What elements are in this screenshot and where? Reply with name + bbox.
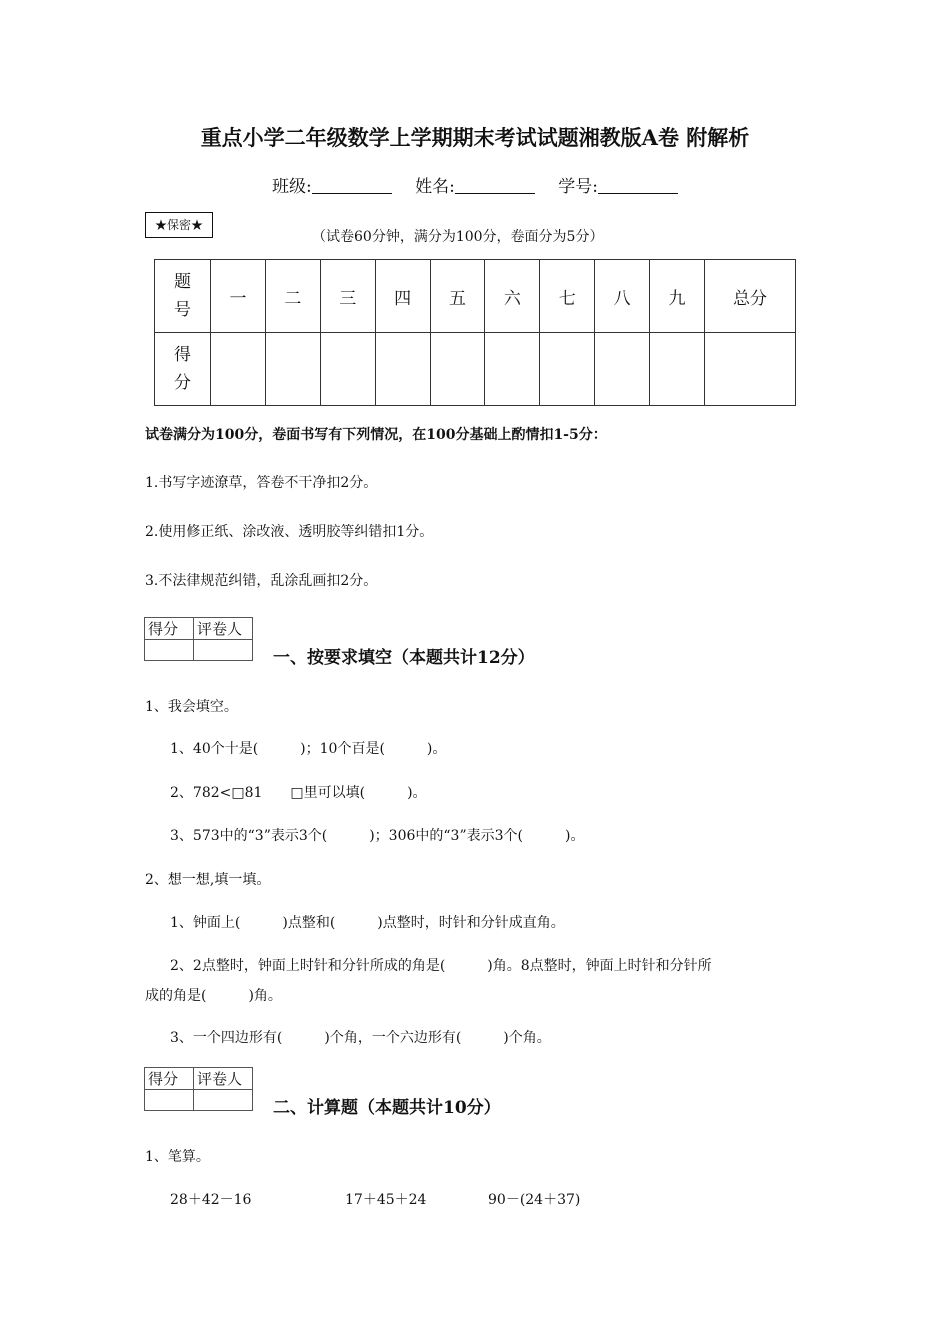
grader-name-cell [194,1090,253,1111]
score-cell [540,333,595,406]
score-table-row-header-1: 题 号 [155,260,211,333]
score-cell [595,333,650,406]
score-col-6: 六 [485,260,540,333]
score-col-total: 总分 [705,260,796,333]
score-col-5: 五 [430,260,485,333]
score-cell [705,333,796,406]
name-blank [455,177,535,194]
score-col-2: 二 [265,260,320,333]
number-blank [598,177,678,194]
question-item: 3、573中的“3”表示3个( )；306中的“3”表示3个( )。 [170,828,585,844]
name-label: 姓名: [415,177,455,197]
score-col-8: 八 [595,260,650,333]
rule-item: 2.使用修正纸、涂改液、透明胶等纠错扣1分。 [145,524,434,540]
question-item: 2、782<□81 □里可以填( )。 [170,785,427,801]
question-2: 2、想一想,填一填。 [145,872,271,888]
grader-score-cell [145,640,194,661]
question-item: 1、40个十是( )；10个百是( )。 [170,741,447,757]
grader-name-label: 评卷人 [194,618,253,640]
page-title: 重点小学二年级数学上学期期末考试试题湘教版A卷 附解析 [200,125,750,150]
rule-item: 1.书写字迹潦草，答卷不干净扣2分。 [145,475,378,491]
question-item: 2、2点整时，钟面上时针和分针所成的角是( )角。8点整时，钟面上时针和分针所 [170,958,712,974]
grader-name-cell [194,640,253,661]
grader-box-1 [144,617,253,661]
grader-score-label: 得分 [145,618,194,640]
rules-heading: 试卷满分为100分，卷面书写有下列情况，在100分基础上酌情扣1-5分： [145,427,607,443]
question-1: 1、我会填空。 [145,699,238,715]
score-col-9: 九 [650,260,705,333]
grader-box-2 [144,1067,253,1111]
calc-expression: 90－(24＋37) [488,1192,581,1208]
score-col-4: 四 [375,260,430,333]
score-cell [485,333,540,406]
question-item: 1、钟面上( )点整和( )点整时，时针和分针成直角。 [170,915,565,931]
score-col-7: 七 [540,260,595,333]
question-1: 1、笔算。 [145,1149,210,1165]
grader-score-label: 得分 [145,1068,194,1090]
score-cell [211,333,266,406]
exam-note: （试卷60分钟，满分为100分，卷面分为5分） [312,229,604,245]
rule-item: 3.不法律规范纠错，乱涂乱画扣2分。 [145,573,378,589]
score-cell [375,333,430,406]
section1-title: 一、按要求填空（本题共计12分） [273,648,535,668]
section2-title: 二、计算题（本题共计10分） [273,1098,501,1118]
class-label: 班级: [271,177,312,197]
question-item: 3、一个四边形有( )个角，一个六边形有( )个角。 [170,1030,551,1046]
score-col-3: 三 [320,260,375,333]
score-cell [430,333,485,406]
number-label: 学号: [558,177,598,197]
question-item-continued: 成的角是( )角。 [145,988,282,1004]
score-cell [650,333,705,406]
calc-expression: 17＋45＋24 [345,1192,427,1208]
score-table [154,259,796,406]
score-cell [265,333,320,406]
student-info [0,172,950,197]
calc-expression: 28＋42－16 [170,1192,252,1208]
score-cell [320,333,375,406]
grader-score-cell [145,1090,194,1111]
grader-name-label: 评卷人 [194,1068,253,1090]
secret-stamp: ★保密★ [145,212,213,238]
score-table-row-header-2: 得 分 [155,333,211,406]
class-blank [312,177,392,194]
score-col-1: 一 [211,260,266,333]
